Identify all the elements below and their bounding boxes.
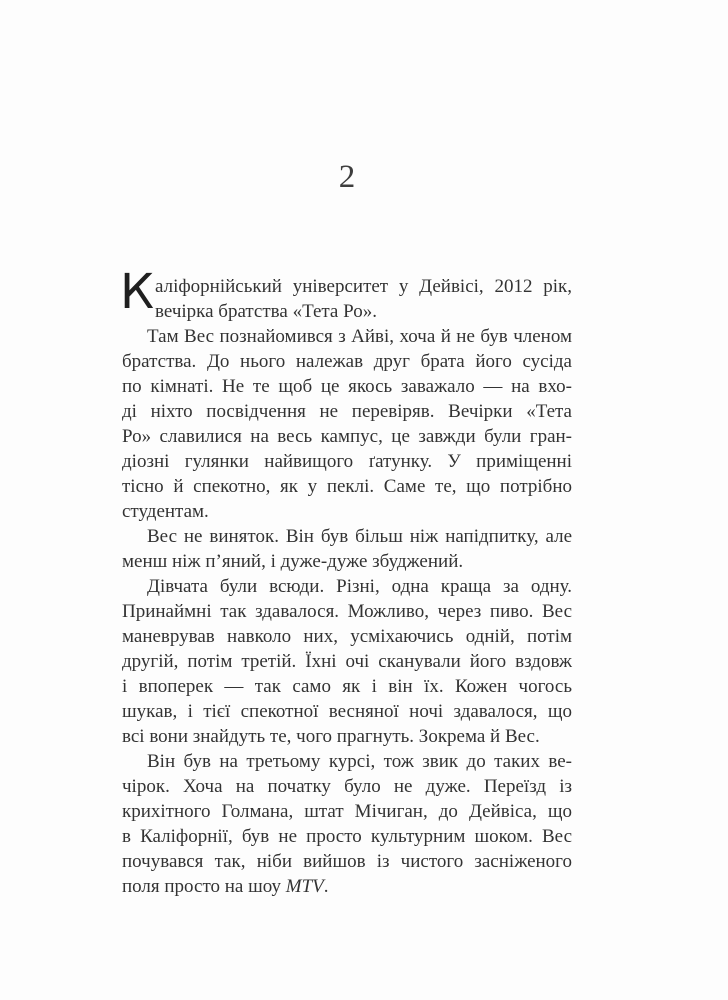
text-line [122,499,572,524]
text-line [122,824,572,849]
text-line [122,724,572,749]
text-segment: Вес не виняток. Він був більш ніж напідпитку, але [147,526,572,547]
text-segment: і впоперек — так само як і він їх. Кожен чогось [122,676,572,697]
text-line [122,299,572,324]
text-segment: поля просто на шоу [122,876,286,897]
text-segment: студентам. [122,501,209,522]
text-line [122,424,572,449]
text-line [122,849,572,874]
text-segment: маневрував навколо них, усміхаючись одній, потім [122,626,572,647]
text-line [122,549,572,574]
text-segment: шукав, і тієї спекотної весняної ночі здавалося, що [122,701,572,722]
text-segment: Він був на третьому курсі, тож звик до таких ве- [147,751,572,772]
text-segment: Там Вес познайомився з Айві, хоча й не був членом [147,326,572,347]
text-segment: в Каліфорнії, був не просто культурним шоком. Вес [122,826,572,847]
text-line [122,874,572,899]
text-line [122,399,572,424]
text-line [122,799,572,824]
text-line [122,674,572,699]
drop-cap: К [120,264,155,320]
text-segment: . [323,876,329,897]
text-line [122,274,572,299]
text-segment: ді ніхто посвідчення не перевіряв. Вечірки «Тета [122,401,572,422]
text-segment: чірок. Хоча на початку було не дуже. Переїзд із [122,776,572,797]
text-segment: по кімнаті. Не те щоб це якось заважало — на вхо- [122,376,572,397]
text-line [122,599,572,624]
text-segment: другій, потім третій. Їхні очі сканували його вздовж [122,651,572,672]
text-line [122,649,572,674]
text-line [122,474,572,499]
text-line [122,324,572,349]
text-segment: всі вони знайдуть те, чого прагнуть. Зокрема й Вес. [122,726,540,747]
text-line [122,699,572,724]
body-text [120,264,572,899]
text-segment: Принаймні так здавалося. Можливо, через пиво. Вес [122,601,572,622]
text-segment: Дівчата були всюди. Різні, одна краща за одну. [147,576,572,597]
text-line [122,349,572,374]
text-line [122,749,572,774]
text-segment: аліфорнійський університет у Дейвісі, 2012 рік, [155,276,572,297]
text-segment: тісно й спекотно, як у пеклі. Саме те, що потрібно [122,476,572,497]
text-segment: вечірка братства «Тета Ро». [155,301,377,322]
text-line [122,449,572,474]
chapter-number: 2 [338,159,356,195]
text-segment: почувався так, ніби вийшов із чистого засніженого [122,851,572,872]
text-line [122,624,572,649]
text-segment: братства. До нього належав друг брата його сусіда [122,351,572,372]
text-line [122,774,572,799]
italic-text: MTV [285,876,324,897]
text-segment: крихітного Голмана, штат Мічиган, до Дейвіса, що [122,801,572,822]
text-segment: Ро» славилися на весь кампус, це завжди були гран- [122,426,572,447]
text-line [122,374,572,399]
text-segment: діозні гулянки найвищого ґатунку. У приміщенні [122,451,572,472]
text-line [122,524,572,549]
text-segment: менш ніж п’яний, і дуже-дуже збуджений. [122,551,464,572]
text-line [122,574,572,599]
